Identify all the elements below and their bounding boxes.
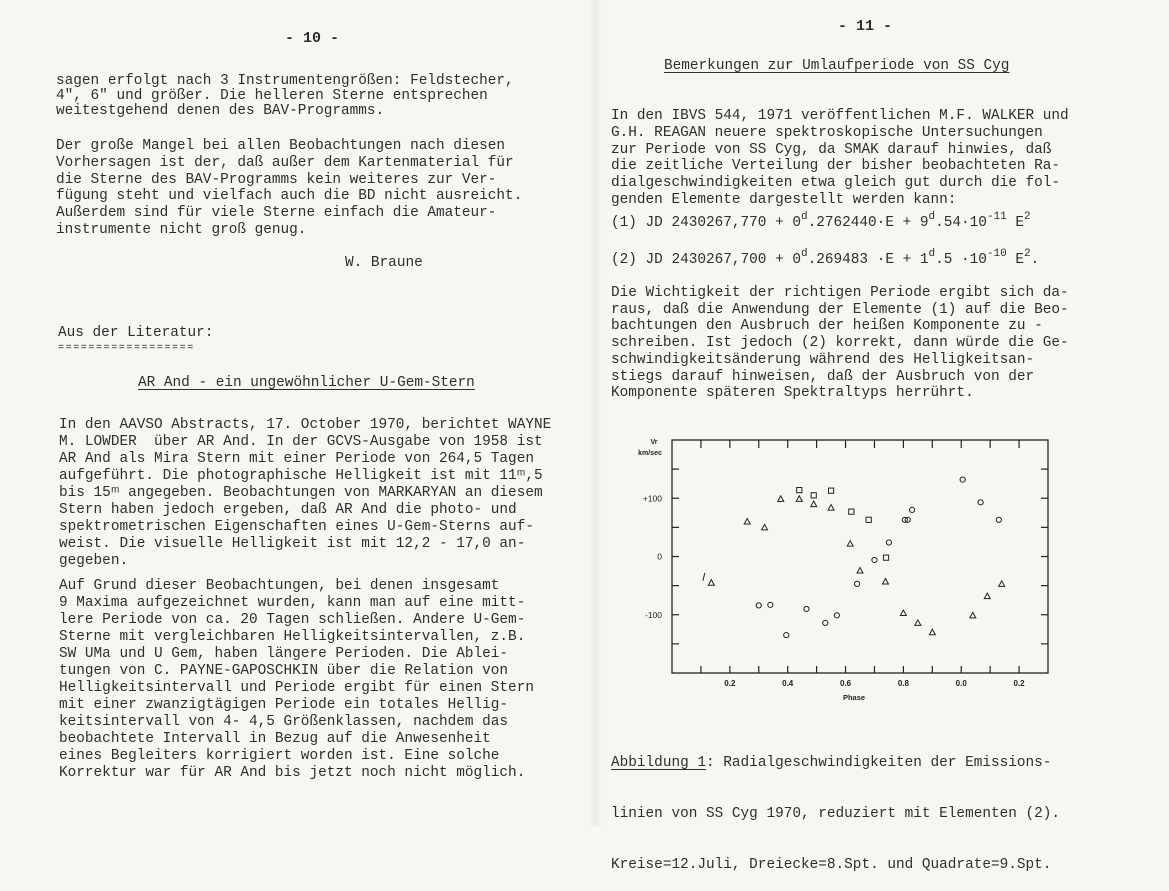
paragraph-1 bbox=[56, 74, 514, 119]
triangle-marker bbox=[811, 501, 817, 507]
caption-line: : Radialgeschwindigkeiten der Emissions- bbox=[706, 755, 1052, 771]
author: W. Braune bbox=[345, 255, 423, 271]
y-axis-label: Vr bbox=[650, 439, 658, 446]
text-line: bachtungen den Ausbruch der heißen Komponente zu - bbox=[611, 318, 1043, 335]
paragraph-3 bbox=[59, 417, 551, 570]
triangle-marker bbox=[984, 593, 990, 599]
page-number-right: - 11 - bbox=[838, 18, 893, 35]
circle-marker bbox=[886, 540, 891, 545]
paragraph-ss-cyg-1 bbox=[611, 108, 1069, 209]
x-tick-label: 0.4 bbox=[782, 679, 794, 688]
formula-text: . bbox=[1030, 252, 1040, 268]
paragraph-2 bbox=[56, 138, 522, 239]
x-tick-label: 0.2 bbox=[1013, 679, 1025, 688]
square-marker bbox=[883, 555, 888, 560]
formula-superscript: 2 bbox=[1024, 248, 1031, 260]
text-line: Auf Grund dieser Beobachtungen, bei denen insgesamt bbox=[59, 578, 500, 594]
page-number-left: - 10 - bbox=[285, 30, 340, 47]
text-line: 9 Maxima aufgezeichnet wurden, kann man auf eine mitt- bbox=[59, 595, 526, 611]
text-line: gegeben. bbox=[59, 553, 129, 569]
triangle-marker bbox=[762, 524, 768, 530]
y-tick-label: -100 bbox=[644, 609, 662, 620]
triangle-marker bbox=[708, 580, 714, 586]
text-line: die zeitliche Verteilung der bisher beobachteten Ra- bbox=[611, 158, 1061, 175]
circle-marker bbox=[756, 603, 761, 608]
text-line: stiegs darauf hinweisen, daß der Ausbruch von der bbox=[611, 368, 1035, 385]
text-line: Korrektur war für AR And bis jetzt noch nicht möglich. bbox=[59, 765, 526, 781]
formula-superscript: 2 bbox=[1024, 211, 1031, 223]
circle-marker bbox=[823, 620, 828, 625]
circle-marker bbox=[834, 613, 839, 618]
triangle-marker bbox=[882, 579, 888, 585]
text-line: Sterne mit vergleichbaren Helligkeitsintervallen, z.B. bbox=[59, 629, 526, 645]
square-marker bbox=[811, 493, 816, 498]
section-heading-rule: ================== bbox=[58, 343, 195, 354]
circle-marker bbox=[855, 581, 860, 586]
text-line: mit einer zwanzigtägigen Periode ein totales Hellig- bbox=[59, 697, 509, 713]
formula-text: (1) JD 2430267,770 + 0 bbox=[611, 215, 801, 231]
text-line: eines Begleiters korrigiert worden ist. Eine solche bbox=[59, 748, 500, 764]
text-line: keitsintervall von 4- 4,5 Größenklassen, nachdem das bbox=[59, 714, 509, 730]
text-line: SW UMa und U Gem, haben längere Perioden. Die Ablei- bbox=[59, 646, 509, 662]
x-tick-label: 0.6 bbox=[839, 679, 852, 688]
circle-marker bbox=[960, 477, 965, 482]
formula-text: .54·10 bbox=[935, 215, 987, 231]
y-axis-unit: km/sec bbox=[638, 450, 662, 457]
text-line: AR And als Mira Stern mit einer Periode von 264,5 Tagen bbox=[59, 451, 534, 467]
text-line: weitestgehend denen des BAV-Programms. bbox=[56, 103, 385, 119]
y-tick-label: 0 bbox=[657, 551, 662, 562]
text-line: fügung steht und vielfach auch die BD nicht ausreicht. bbox=[56, 188, 523, 205]
text-line: zur Periode von SS Cyg, da SMAK darauf hinwies, daß bbox=[611, 141, 1052, 158]
formula-text: (2) JD 2430267,700 + 0 bbox=[611, 252, 801, 268]
triangle-marker bbox=[847, 541, 853, 547]
text-line: lere Periode von ca. 20 Tagen schließen. Andere U-Gem- bbox=[59, 612, 526, 628]
formula-text: .2762440·E + 9 bbox=[807, 215, 929, 231]
triangle-marker bbox=[999, 581, 1005, 587]
triangle-marker bbox=[744, 519, 750, 525]
text-line: schwindigkeitsänderung während des Helligkeitsan- bbox=[611, 351, 1035, 368]
triangle-marker bbox=[828, 505, 834, 511]
section-heading: Aus der Literatur: bbox=[58, 325, 214, 341]
text-line: G.H. REAGAN neuere spektroskopische Untersuchungen bbox=[611, 124, 1043, 141]
square-marker bbox=[797, 487, 802, 492]
text-line: Helligkeitsintervall und Periode ergibt für einen Stern bbox=[59, 680, 534, 696]
formula-text: .5 ·10 bbox=[935, 252, 987, 268]
triangle-marker bbox=[915, 620, 921, 626]
text-line: Die Wichtigkeit der richtigen Periode ergibt sich da- bbox=[611, 285, 1069, 301]
x-axis-label: Phase bbox=[842, 693, 866, 702]
x-tick-label: 0.8 bbox=[897, 679, 909, 688]
circle-marker bbox=[978, 500, 983, 505]
square-marker bbox=[849, 509, 854, 514]
text-line: beobachtete Intervall in Bezug auf die Anwesenheit bbox=[59, 731, 491, 747]
text-line: sagen erfolgt nach 3 Instrumentengrößen: Feldstecher, bbox=[56, 73, 514, 89]
text-line: aufgeführt. Die photographische Helligkeit ist mit 11ᵐ,5 bbox=[59, 468, 543, 484]
text-line: M. LOWDER über AR And. In der GCVS-Ausgabe von 1958 ist bbox=[59, 434, 543, 450]
triangle-marker bbox=[900, 610, 906, 616]
text-line: genden Elemente dargestellt werden kann: bbox=[611, 191, 957, 208]
formula-superscript: -11 bbox=[986, 211, 1007, 223]
text-line: die Sterne des BAV-Programms kein weiteres zur Ver- bbox=[56, 171, 497, 188]
triangle-marker bbox=[857, 567, 863, 573]
formula-superscript: d bbox=[928, 211, 936, 223]
text-line: Vorhersagen ist der, daß außer dem Kartenmaterial für bbox=[56, 154, 514, 171]
text-line: Stern haben jedoch ergeben, daß AR And die photo- und bbox=[59, 502, 517, 518]
caption-line: linien von SS Cyg 1970, reduziert mit Elementen (2). bbox=[611, 806, 1061, 822]
paragraph-4 bbox=[59, 578, 534, 782]
radial-velocity-chart bbox=[630, 425, 1070, 710]
figure-caption bbox=[611, 721, 1060, 891]
triangle-marker bbox=[778, 496, 784, 502]
caption-line: Kreise=12.Juli, Dreiecke=8.Spt. und Quadrate=9.Spt. bbox=[611, 857, 1052, 873]
text-line: In den AAVSO Abstracts, 17. October 1970, berichtet WAYNE bbox=[59, 417, 552, 433]
text-line: raus, daß die Anwendung der Elemente (1) auf die Beo- bbox=[611, 301, 1069, 318]
caption-label: Abbildung 1 bbox=[611, 755, 706, 771]
circle-marker bbox=[784, 633, 789, 638]
square-marker bbox=[828, 488, 833, 493]
text-line: instrumente nicht groß genug. bbox=[56, 221, 307, 238]
plot-frame bbox=[672, 440, 1048, 673]
text-line: tungen von C. PAYNE-GAPOSCHKIN über die Relation von bbox=[59, 663, 509, 679]
article-title-ss-cyg: Bemerkungen zur Umlaufperiode von SS Cyg bbox=[664, 58, 1010, 74]
text-line: schreiben. Ist jedoch (2) korrekt, dann würde die Ge- bbox=[611, 335, 1069, 352]
circle-marker bbox=[996, 517, 1001, 522]
circle-marker bbox=[909, 507, 914, 512]
page-fold bbox=[588, 0, 602, 826]
formula-superscript: d bbox=[928, 248, 936, 260]
circle-marker bbox=[872, 557, 877, 562]
text-line: bis 15ᵐ angegeben. Beobachtungen von MARKARYAN an diesem bbox=[59, 485, 543, 501]
formula-text: E bbox=[1006, 252, 1025, 268]
text-line: 4", 6" und größer. Die helleren Sterne entsprechen bbox=[56, 88, 488, 104]
formula-superscript: -10 bbox=[986, 248, 1007, 260]
triangle-marker bbox=[929, 629, 935, 635]
triangle-marker bbox=[970, 612, 976, 618]
y-tick-label: +100 bbox=[642, 493, 662, 504]
text-line: In den IBVS 544, 1971 veröffentlichen M.F. WALKER und bbox=[611, 108, 1069, 124]
x-tick-label: 0.2 bbox=[724, 679, 736, 688]
formula-text: E bbox=[1006, 215, 1025, 231]
x-tick-label: 0.0 bbox=[955, 679, 967, 688]
formula-2 bbox=[611, 248, 1040, 268]
formula-superscript: d bbox=[801, 248, 808, 260]
formula-superscript: d bbox=[801, 211, 808, 223]
formula-1 bbox=[611, 211, 1031, 231]
paragraph-ss-cyg-2 bbox=[611, 285, 1069, 402]
text-line: weist. Die visuelle Helligkeit ist mit 12,2 - 17,0 an- bbox=[59, 536, 526, 552]
text-line: Komponente späteren Spektraltyps herrührt. bbox=[611, 385, 974, 402]
article-title-ar-and: AR And - ein ungewöhnlicher U-Gem-Stern bbox=[138, 375, 475, 391]
square-marker bbox=[866, 517, 871, 522]
text-line: Der große Mangel bei allen Beobachtungen nach diesen bbox=[56, 138, 506, 154]
circle-marker bbox=[804, 606, 809, 611]
triangle-marker bbox=[796, 496, 802, 502]
formula-text: .269483 ·E + 1 bbox=[807, 252, 929, 268]
text-line: dialgeschwindigkeiten etwa gleich gut durch die fol- bbox=[611, 175, 1061, 192]
text-line: spektrometrischen Eigenschaften eines U-Gem-Sterns auf- bbox=[59, 519, 534, 535]
text-line: Außerdem sind für viele Sterne einfach die Amateur- bbox=[56, 205, 497, 222]
error-bar bbox=[703, 573, 705, 581]
circle-marker bbox=[768, 602, 773, 607]
